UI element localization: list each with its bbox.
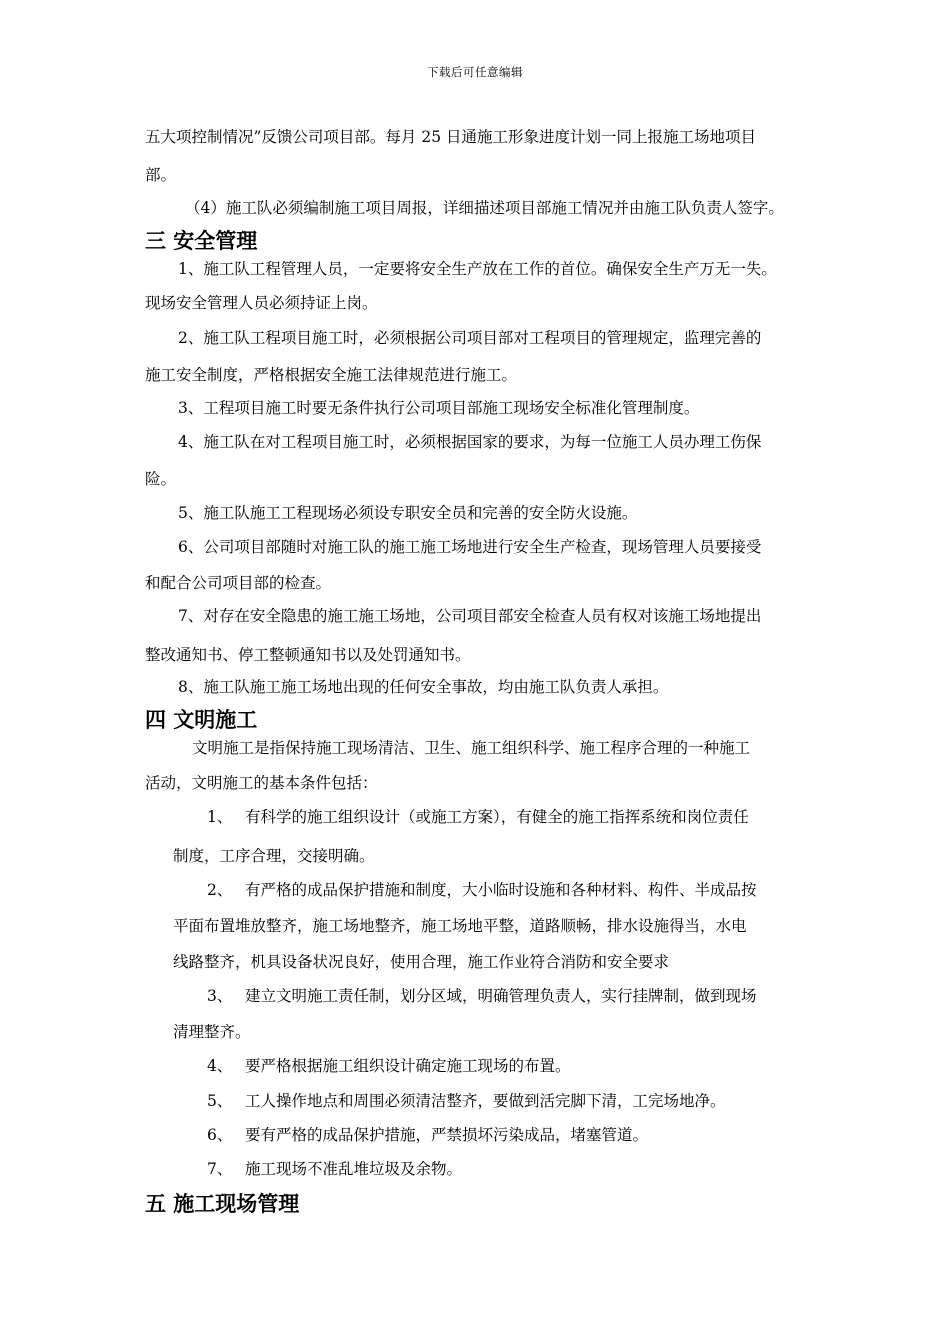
paragraph-line: 五大项控制情况”反馈公司项目部。每月 25 日通施工形象进度计划一同上报施工场地项目 <box>145 128 757 146</box>
paragraph-line: 8、施工队施工施工场地出现的任何安全事故，均由施工队负责人承担。 <box>178 678 669 696</box>
paragraph-line: （4）施工队必须编制施工项目周报，详细描述项目部施工情况并由施工队负责人签字。 <box>185 199 784 217</box>
paragraph-line: 2、施工队工程项目施工时，必须根据公司项目部对工程项目的管理规定，监理完善的 <box>178 329 762 347</box>
section-heading-civilized-construction: 四 文明施工 <box>145 708 258 732</box>
list-item-continuation: 平面布置堆放整齐，施工场地整齐，施工场地平整，道路顺畅，排水设施得当，水电 <box>173 917 747 935</box>
paragraph-line: 施工安全制度，严格根据安全施工法律规范进行施工。 <box>145 366 518 384</box>
list-item-number: 5、 <box>207 1092 233 1110</box>
paragraph-line: 6、公司项目部随时对施工队的施工施工场地进行安全生产检查，现场管理人员要接受 <box>178 538 762 556</box>
paragraph-line: 4、施工队在对工程项目施工时，必须根据国家的要求，为每一位施工人员办理工伤保 <box>178 433 762 451</box>
paragraph-line: 部。 <box>145 166 177 184</box>
list-item-text: 建立文明施工责任制，划分区域，明确管理负责人，实行挂牌制，做到现场 <box>245 987 757 1005</box>
paragraph-line: 3、工程项目施工时要无条件执行公司项目部施工现场安全标准化管理制度。 <box>178 399 700 417</box>
list-item-continuation: 制度，工序合理，交接明确。 <box>173 847 375 865</box>
paragraph-line: 险。 <box>145 470 177 488</box>
paragraph-line: 1、施工队工程管理人员，一定要将安全生产放在工作的首位。确保安全生产万无一失。 <box>178 260 777 278</box>
paragraph-line: 和配合公司项目部的检查。 <box>145 574 332 592</box>
list-item <box>207 1056 571 1076</box>
paragraph-line: 7、对存在安全隐患的施工施工场地，公司项目部安全检查人员有权对该施工场地提出 <box>178 607 762 625</box>
list-item <box>207 1125 648 1145</box>
list-item-text: 要有严格的成品保护措施，严禁损坏污染成品，堵塞管道。 <box>245 1126 649 1144</box>
list-item <box>207 1091 726 1111</box>
list-item-number: 2、 <box>207 881 233 899</box>
list-item <box>207 986 757 1006</box>
list-item-text: 工人操作地点和周围必须清洁整齐，要做到活完脚下清，工完场地净。 <box>245 1092 726 1110</box>
list-item-text: 施工现场不准乱堆垃圾及余物。 <box>245 1160 463 1178</box>
paragraph-line: 现场安全管理人员必须持证上岗。 <box>145 294 378 312</box>
list-item <box>207 807 749 827</box>
page-header-note: 下载后可任意编辑 <box>427 65 523 79</box>
section-heading-safety: 三 安全管理 <box>145 229 258 253</box>
list-item <box>207 880 757 900</box>
list-item <box>207 1159 462 1179</box>
list-item-continuation: 清理整齐。 <box>173 1023 251 1041</box>
list-item-text: 有严格的成品保护措施和制度，大小临时设施和各种材料、构件、半成品按 <box>245 881 757 899</box>
list-item-number: 1、 <box>207 808 233 826</box>
list-item-text: 要严格根据施工组织设计确定施工现场的布置。 <box>245 1057 571 1075</box>
paragraph-line: 文明施工是指保持施工现场清洁、卫生、施工组织科学、施工程序合理的一种施工 <box>192 739 751 757</box>
list-item-number: 7、 <box>207 1160 233 1178</box>
paragraph-line: 5、施工队施工工程现场必须设专职安全员和完善的安全防火设施。 <box>178 504 638 522</box>
list-item-text: 有科学的施工组织设计（或施工方案），有健全的施工指挥系统和岗位责任 <box>245 808 749 826</box>
list-item-number: 4、 <box>207 1057 233 1075</box>
list-item-number: 3、 <box>207 987 233 1005</box>
paragraph-line: 活动，文明施工的基本条件包括： <box>145 774 378 792</box>
list-item-number: 6、 <box>207 1126 233 1144</box>
section-heading-site-management: 五 施工现场管理 <box>145 1192 300 1216</box>
paragraph-line: 整改通知书、停工整顿通知书以及处罚通知书。 <box>145 646 471 664</box>
list-item-continuation: 线路整齐，机具设备状况良好，使用合理，施工作业符合消防和安全要求 <box>173 953 670 971</box>
